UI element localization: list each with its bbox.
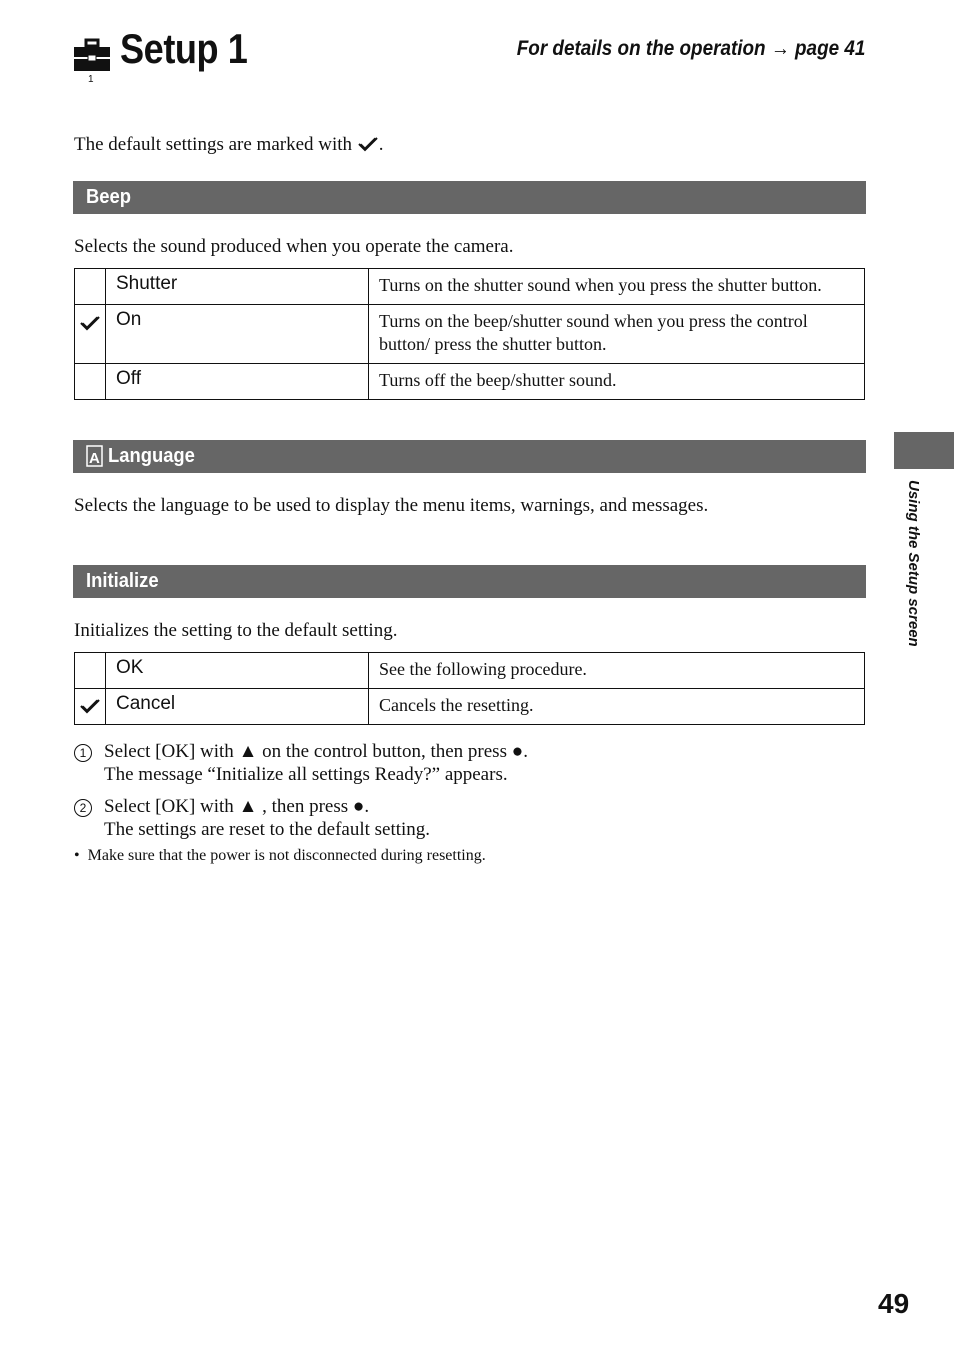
step-number: 1 — [74, 744, 92, 762]
page-title: Setup 1 — [120, 25, 248, 72]
icon-subscript: 1 — [88, 74, 94, 84]
page-reference: For details on the operation → page 41 — [516, 37, 865, 60]
option-name: On — [106, 305, 369, 364]
option-desc: Turns on the beep/shutter sound when you press the control button/ press the shutter button. — [369, 305, 865, 364]
language-icon-letter: A — [89, 450, 100, 467]
default-mark-cell — [75, 364, 106, 400]
default-mark-cell — [75, 305, 106, 364]
triangle-up-icon: ▲ — [238, 796, 258, 817]
option-desc: Cancels the resetting. — [369, 689, 865, 725]
note: • Make sure that the power is not disconnected during resetting. — [74, 847, 486, 864]
step-2-result: The settings are reset to the default setting. — [104, 819, 431, 840]
option-desc: Turns off the beep/shutter sound. — [369, 364, 865, 400]
section-heading-initialize: Initialize — [73, 565, 866, 598]
bullet-icon: • — [74, 847, 80, 864]
table-row — [75, 689, 865, 725]
intro-text: The default settings are marked with . — [74, 134, 384, 155]
page-number: 49 — [878, 1288, 910, 1319]
default-mark-cell — [75, 269, 106, 305]
toolbox-icon — [74, 38, 110, 84]
table-row — [75, 269, 865, 305]
step-2: 2 Select [OK] with ▲ , then press ●. The settings are reset to the default setting. — [74, 795, 92, 818]
triangle-up-icon: ▲ — [238, 741, 258, 762]
checkmark-icon — [78, 313, 102, 333]
side-tab — [894, 432, 954, 469]
step-1: 1 Select [OK] with ▲ on the control button, then press ●. The message “Initialize all settings Ready?” appears. — [74, 740, 92, 763]
option-desc: See the following procedure. — [369, 653, 865, 689]
option-name: Cancel — [106, 689, 369, 725]
option-name: Off — [106, 364, 369, 400]
table-row — [75, 305, 865, 364]
beep-options-table — [74, 268, 865, 400]
center-button-icon: ● — [352, 796, 365, 817]
default-mark-cell — [75, 689, 106, 725]
table-row — [75, 364, 865, 400]
option-name: Shutter — [106, 269, 369, 305]
initialize-description: Initializes the setting to the default setting. — [74, 620, 398, 641]
center-button-icon: ● — [511, 741, 524, 762]
section-heading-language: A Language — [73, 440, 866, 473]
language-icon — [86, 445, 103, 467]
default-mark-cell — [75, 653, 106, 689]
initialize-options-table — [74, 652, 865, 725]
language-description: Selects the language to be used to display the menu items, warnings, and messages. — [74, 495, 709, 516]
section-heading-beep: Beep — [73, 181, 866, 214]
option-desc: Turns on the shutter sound when you press the shutter button. — [369, 269, 865, 305]
checkmark-icon — [78, 696, 102, 716]
checkmark-icon — [357, 135, 379, 153]
table-row — [75, 653, 865, 689]
side-tab-label: Using the Setup screen — [905, 480, 922, 647]
option-name: OK — [106, 653, 369, 689]
step-1-result: The message “Initialize all settings Ready?” appears. — [104, 764, 508, 785]
step-number: 2 — [74, 799, 92, 817]
beep-description: Selects the sound produced when you operate the camera. — [74, 236, 514, 257]
